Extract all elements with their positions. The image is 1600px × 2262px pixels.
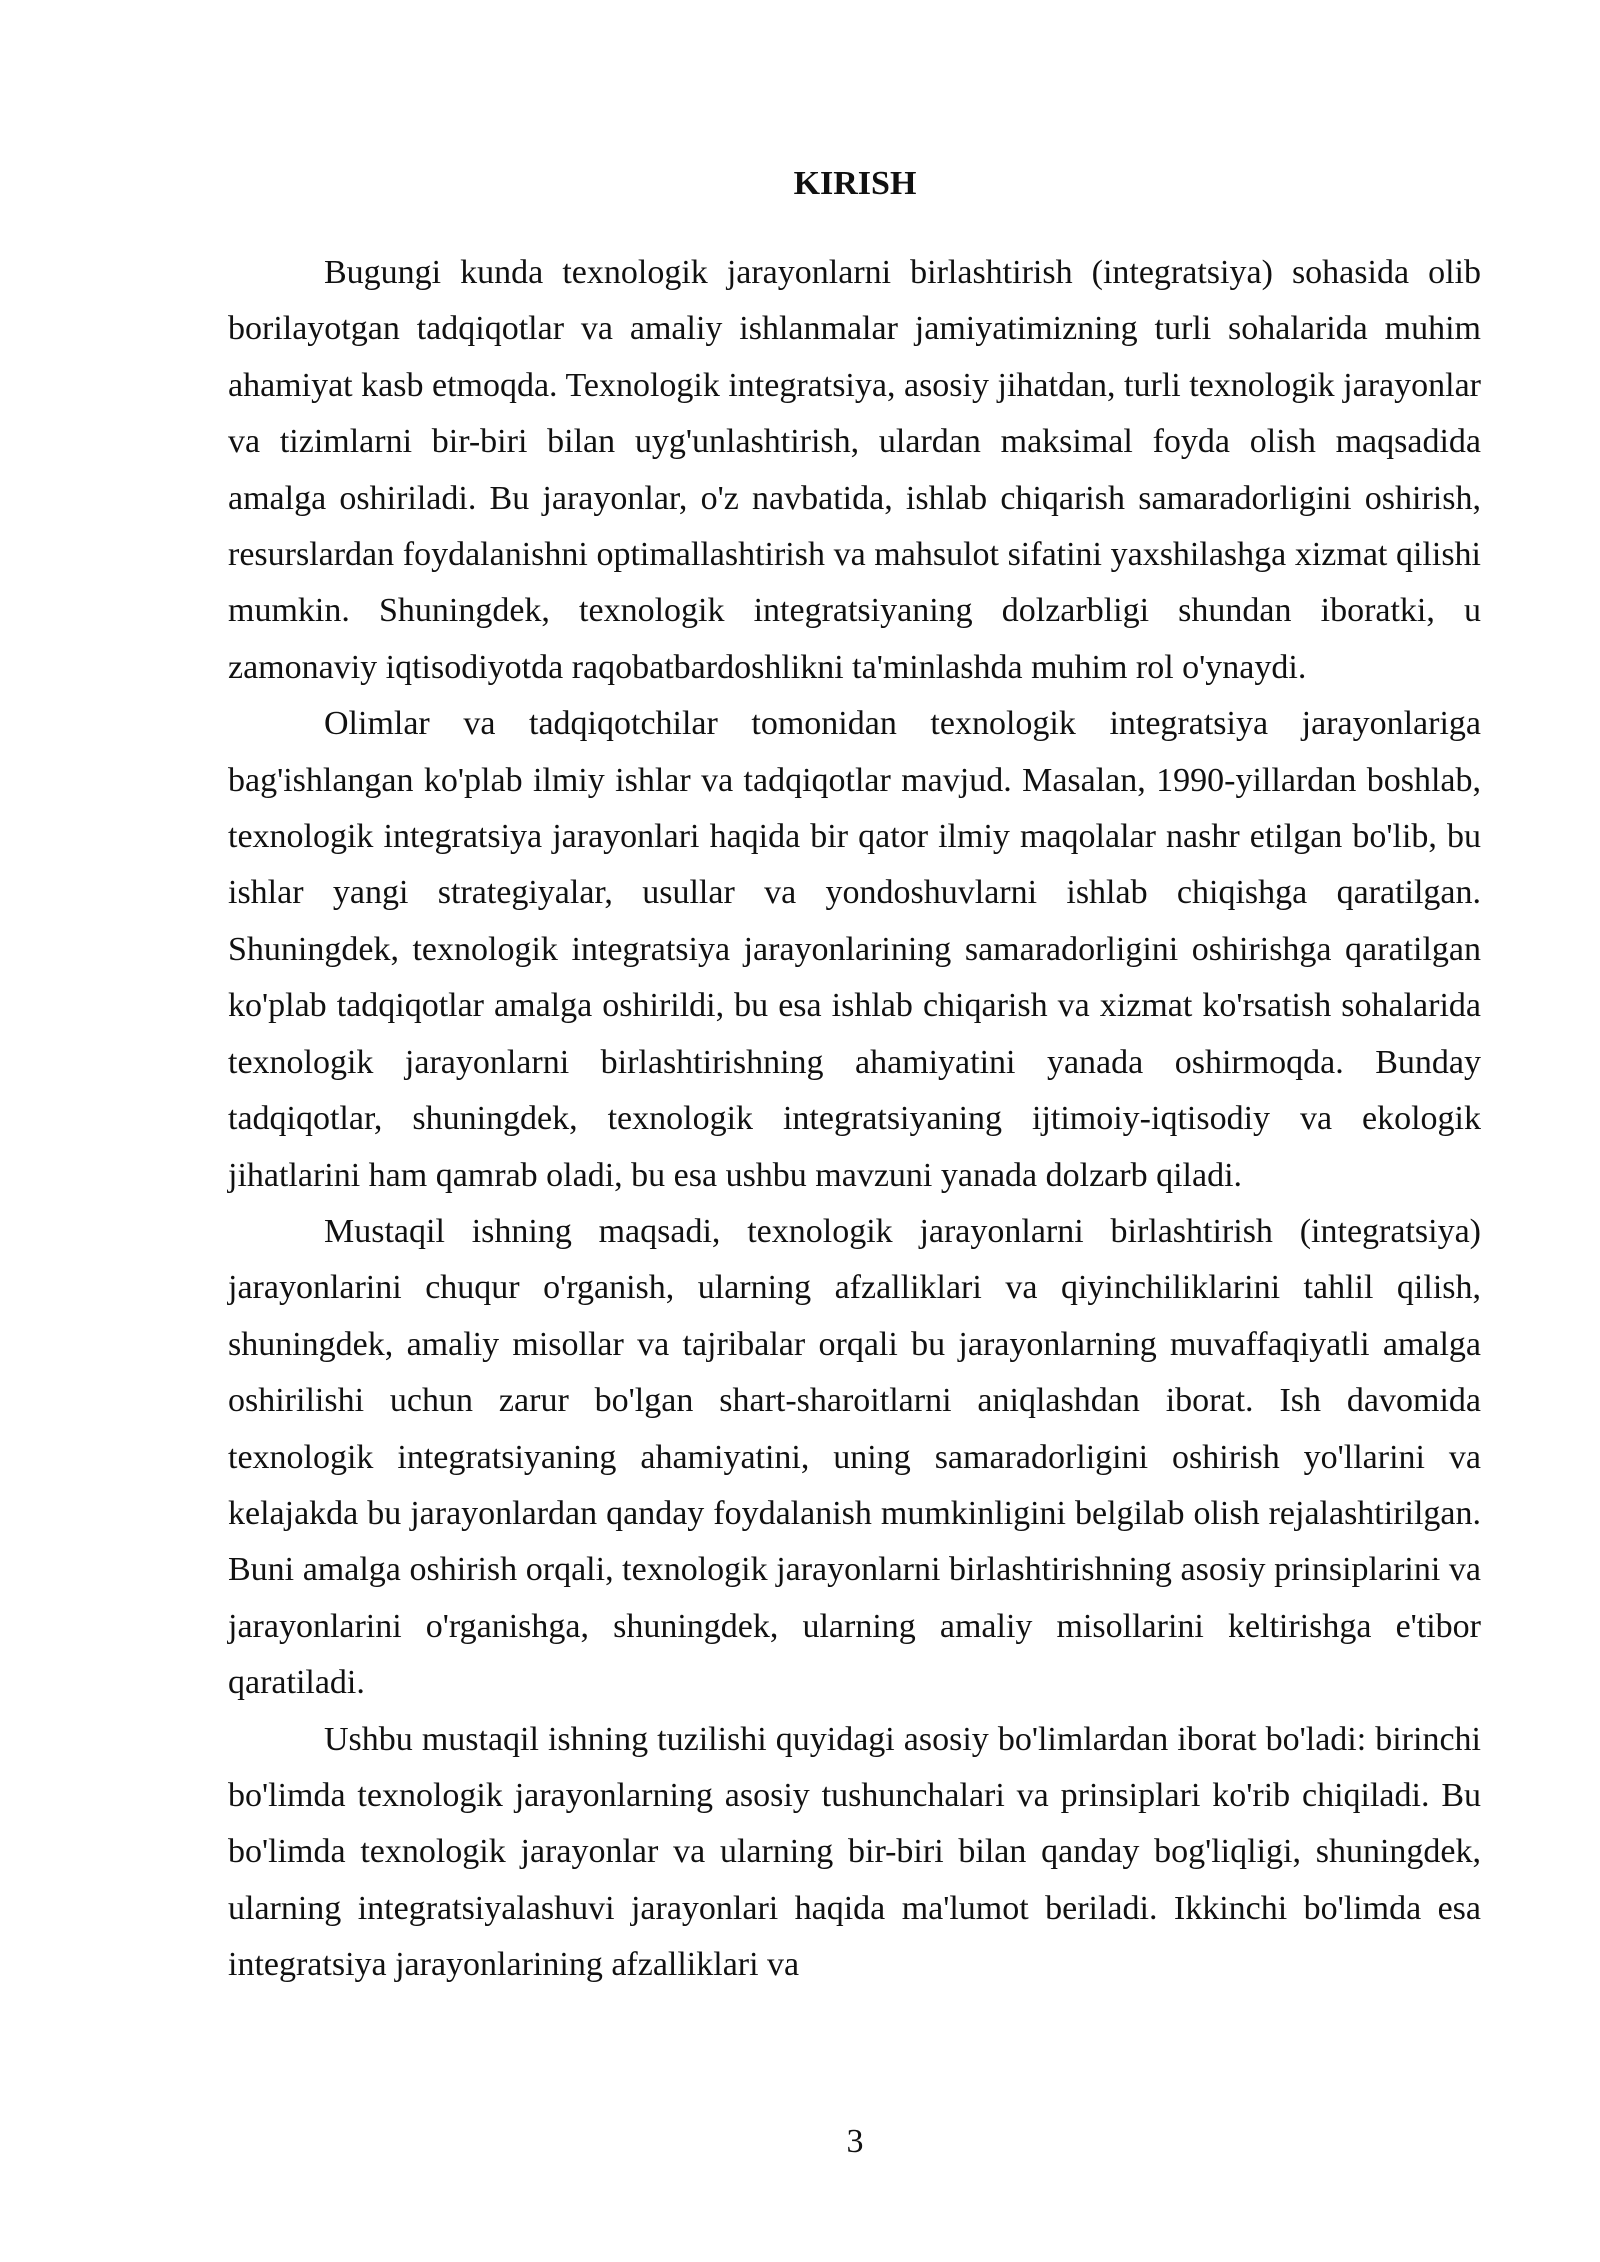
paragraph-2: Olimlar va tadqiqotchilar tomonidan texnologik integratsiya jarayonlariga bag'ishlangan ko'plab ilmiy ishlar va tadqiqotlar mavjud. Masalan, 1990-yillardan boshlab, texnologik integratsiya jarayonlari haqida bir qator ilmiy maqolalar nashr etilgan bo'lib, bu ishlar yangi strategiyalar, usullar va yondoshuvlarni ishlab chiqishga qaratilgan. Shuningdek, texnologik integratsiya jarayonlarining samaradorligini oshirishga qaratilgan ko'plab tadqiqotlar amalga oshirildi, bu esa ishlab chiqarish va xizmat ko'rsatish sohalarida texnologik jarayonlarni birlashtirishning ahamiyatini yanada oshirmoqda. Bunday tadqiqotlar, shuningdek, texnologik integratsiyaning ijtimoiy-iqtisodiy va ekologik jihatlarini ham qamrab oladi, bu esa ushbu mavzuni yanada dolzarb qiladi. [228, 705, 1481, 1194]
page-title: KIRISH [793, 165, 917, 202]
page-number: 3 [846, 2123, 864, 2160]
paragraph-4: Ushbu mustaqil ishning tuzilishi quyidagi asosiy bo'limlardan iborat bo'ladi: birinchi bo'limda texnologik jarayonlarning asosiy tushunchalari va prinsiplari ko'rib chiqiladi. Bu bo'limda texnologik jarayonlar va ularning bir-biri bilan qanday bog'liqligi, shuningdek, ularning integratsiyalashuvi jarayonlari haqida ma'lumot beriladi. Ikkinchi bo'limda esa integratsiya jarayonlarining afzalliklari va [228, 1720, 1481, 1984]
paragraph-3: Mustaqil ishning maqsadi, texnologik jarayonlarni birlashtirish (integratsiya) jarayonlarini chuqur o'rganish, ularning afzalliklari va qiyinchiliklarini tahlil qilish, shuningdek, amaliy misollar va tajribalar orqali bu jarayonlarning muvaffaqiyatli amalga oshirilishi uchun zarur bo'lgan shart-sharoitlarni aniqlashdan iborat. Ish davomida texnologik integratsiyaning ahamiyatini, uning samaradorligini oshirish yo'llarini va kelajakda bu jarayonlardan qanday foydalanish mumkinligini belgilab olish rejalashtirilgan. Buni amalga oshirish orqali, texnologik jarayonlarni birlashtirishning asosiy prinsiplarini va jarayonlarini o'rganishga, shuningdek, ularning amaliy misollarini keltirishga e'tibor qaratiladi. [228, 1212, 1481, 1702]
paragraph-1: Bugungi kunda texnologik jarayonlarni birlashtirish (integratsiya) sohasida olib borilayotgan tadqiqotlar va amaliy ishlanmalar jamiyatimizning turli sohalarida muhim ahamiyat kasb etmoqda. Texnologik integratsiya, asosiy jihatdan, turli texnologik jarayonlar va tizimlarni bir-biri bilan uyg'unlashtirish, ulardan maksimal foyda olish maqsadida amalga oshiriladi. Bu jarayonlar, o'z navbatida, ishlab chiqarish samaradorligini oshirish, resurslardan foydalanishni optimallashtirish va mahsulot sifatini yaxshilashga xizmat qilishi mumkin. Shuningdek, texnologik integratsiyaning dolzarbligi shundan iboratki, u zamonaviy iqtisodiyotda raqobatbardoshlikni ta'minlashda muhim rol o'ynaydi. [228, 254, 1481, 686]
document-body [228, 245, 1481, 1994]
